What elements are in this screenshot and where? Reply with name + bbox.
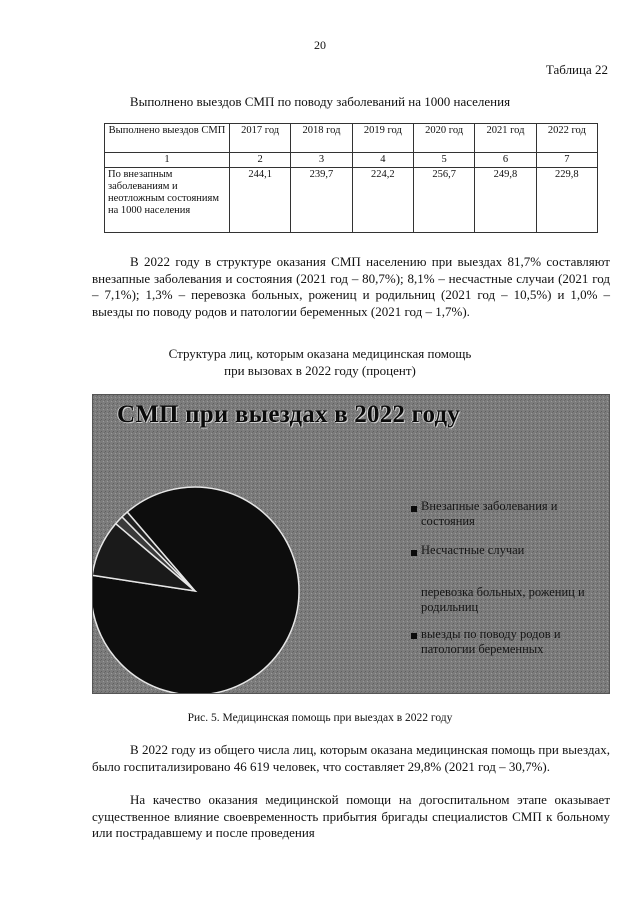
table-label: Таблица 22 — [545, 62, 608, 77]
chart-title: СМП при выездах в 2022 году — [117, 401, 460, 428]
table-column-number: 7 — [536, 153, 597, 168]
legend-marker — [411, 633, 417, 639]
table-column-number: 6 — [475, 153, 536, 168]
pie-slices — [93, 487, 299, 693]
table-column-number: 3 — [291, 153, 352, 168]
legend-marker — [411, 506, 417, 512]
pie-chart — [92, 394, 610, 694]
figure-caption: Рис. 5. Медицинская помощь при выездах в 2022 году — [187, 712, 453, 724]
table-column-number: 2 — [230, 153, 291, 168]
legend-item-accidents: Несчастные случаи — [421, 543, 525, 557]
paragraph — [92, 792, 610, 842]
table-column-number: 5 — [413, 153, 474, 168]
legend-item-childbirth: выезды по поводу родов и патологии беременных — [421, 627, 561, 656]
table-cell: 244,1 — [230, 168, 291, 233]
page-number: 20 — [314, 38, 326, 52]
table-column-number: 1 — [105, 153, 230, 168]
legend-item-sudden-illness: Внезапные заболевания и состояния — [421, 499, 558, 528]
table-header-row — [105, 124, 598, 153]
table-cell: 239,7 — [291, 168, 352, 233]
table-cell: По внезапным заболеваниям и неотложным состояниям на 1000 населения — [105, 168, 230, 233]
table-header-cell: 2019 год — [352, 124, 413, 153]
paragraph-text: В 2022 году из общего числа лиц, которым оказана медицинская помощь при выездах, было госпитализировано 46 619 человек, что составляет 29,8% (2021 год – 30,7%). — [92, 742, 610, 774]
table-header-cell: Выполнено выездов СМП — [105, 124, 230, 153]
table-column-number-row — [105, 153, 598, 168]
table-cell: 249,8 — [475, 168, 536, 233]
paragraph — [92, 254, 610, 320]
table-cell: 256,7 — [413, 168, 474, 233]
figure-title — [0, 346, 640, 379]
legend-item-transport: перевозка больных, рожениц и родильниц — [421, 585, 585, 614]
legend-marker — [411, 550, 417, 556]
table-row — [105, 168, 598, 233]
table-header-cell: 2020 год — [413, 124, 474, 153]
table-column-number: 4 — [352, 153, 413, 168]
paragraph-text: На качество оказания медицинской помощи на догоспитальном этапе оказывает существенное влияние своевременность прибытия бригады специалистов СМП к больному или пострадавшему и после проведения — [92, 792, 610, 840]
figure-title-line: Структура лиц, которым оказана медицинская помощь — [168, 346, 472, 361]
table-cell: 224,2 — [352, 168, 413, 233]
table-header-cell: 2017 год — [230, 124, 291, 153]
table-title: Выполнено выездов СМП по поводу заболеваний на 1000 населения — [129, 94, 511, 109]
paragraph-text: В 2022 году в структуре оказания СМП населению при выездах 81,7% составляют внезапные заболевания и состояния (2021 год – 80,7%); 8,1% – несчастные случаи (2021 год – 7,1%); 1,3% – перевозка больных, рожениц и родильниц (2021 год – 10,5%) и 1,0% – выезды по поводу родов и патологии беременных (2021 год – 1,7%). — [92, 254, 610, 319]
table-header-cell: 2018 год — [291, 124, 352, 153]
figure-title-line: при вызовах в 2022 году (процент) — [224, 362, 416, 378]
table-header-cell: 2022 год — [536, 124, 597, 153]
table-header-cell: 2021 год — [475, 124, 536, 153]
table-cell: 229,8 — [536, 168, 597, 233]
calls-table — [104, 123, 598, 233]
paragraph — [92, 742, 610, 775]
